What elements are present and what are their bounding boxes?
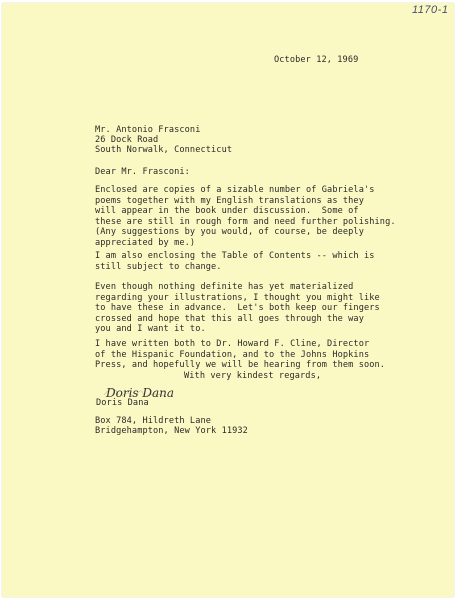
recipient-street: 26 Dock Road: [95, 135, 159, 145]
body-paragraph-2: I am also enclosing the Table of Contents -- which is still subject to change.: [95, 251, 375, 272]
letter-sheet: [2, 3, 454, 597]
recipient-name: Mr. Antonio Frasconi: [95, 125, 201, 135]
closing-line: With very kindest regards,: [184, 371, 322, 381]
sender-name: Doris Dana: [96, 398, 149, 408]
letter-date: October 12, 1969: [274, 55, 359, 65]
sender-address-line-1: Box 784, Hildreth Lane: [95, 416, 212, 426]
sender-address-line-2: Bridgehampton, New York 11932: [95, 426, 248, 436]
body-paragraph-3: Even though nothing definite has yet materialized regarding your illustrations, I thought you might like to have these in advance. Let's both keep our fingers crossed and hope that this all goes through the way you and I want it to.: [95, 282, 380, 334]
body-paragraph-4: I have written both to Dr. Howard F. Cline, Director of the Hispanic Foundation, and to the Johns Hopkins Press, and hopefully we will be hearing from them soon.: [95, 339, 386, 370]
body-paragraph-1: Enclosed are copies of a sizable number of Gabriela's poems together with my English translations as they will appear in the book under discussion. Some of these are still in rough form and need further polishing. (Any suggestions by you would, of course, be deeply appreciated by me.): [95, 185, 396, 248]
recipient-city: South Norwalk, Connecticut: [95, 145, 233, 155]
handwritten-signature: Doris Dana: [106, 386, 175, 400]
salutation: Dear Mr. Frasconi:: [95, 167, 190, 177]
archive-reference-number: 1170-1: [412, 4, 449, 16]
